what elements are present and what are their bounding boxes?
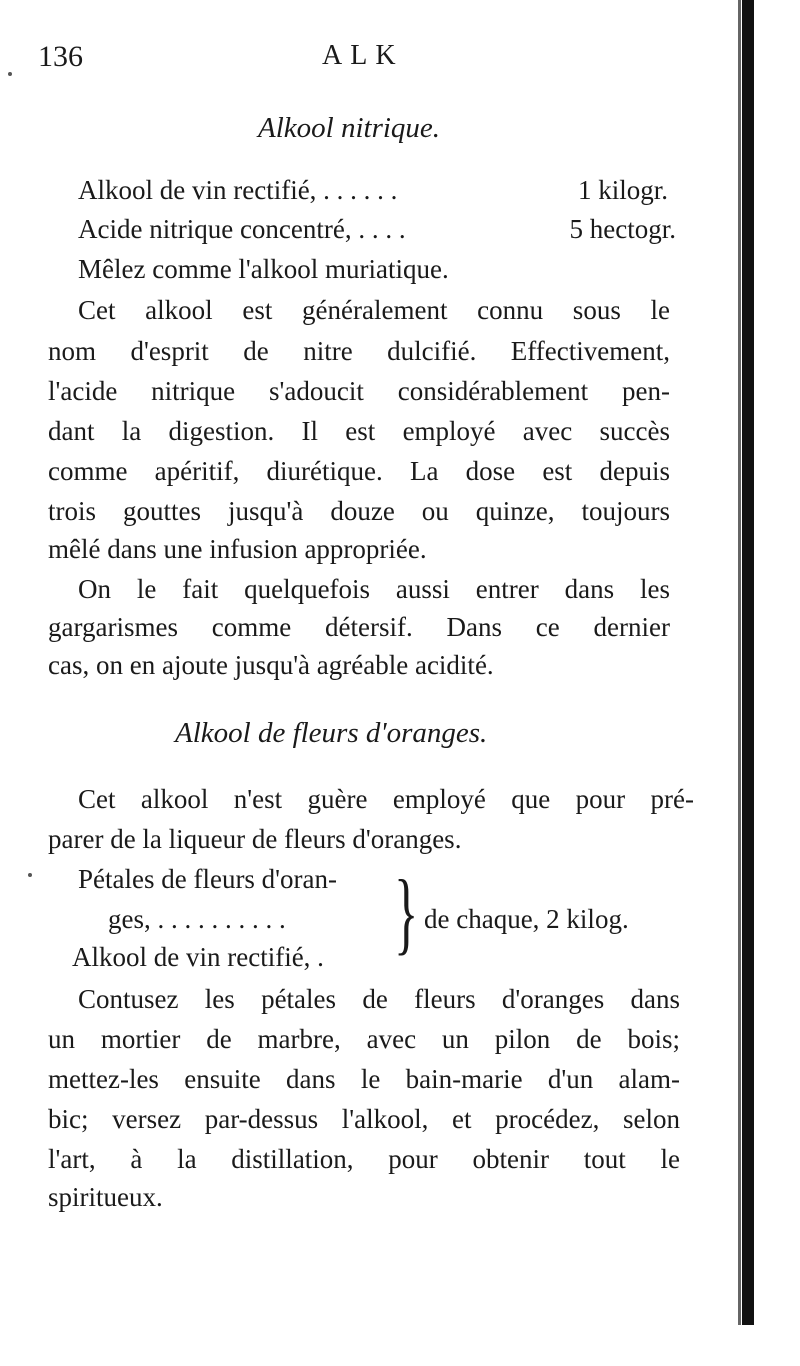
text-line: nom d'esprit de nitre dulcifié. Effectivement,: [48, 336, 670, 366]
text-line: un mortier de marbre, avec un pilon de bois;: [48, 1024, 680, 1054]
recipe-line: [78, 175, 668, 206]
recipe-ingredient: Alkool de vin rectifié, .: [72, 942, 324, 972]
section-title-alkool-fleurs-oranges: Alkool de fleurs d'oranges.: [175, 717, 488, 749]
text-line: cas, on en ajoute jusqu'à agréable acidité.: [48, 650, 494, 680]
section-title-alkool-nitrique: Alkool nitrique.: [258, 112, 441, 144]
ingredient-label: Acide nitrique concentré, . . . .: [78, 214, 406, 244]
text-line: l'acide nitrique s'adoucit considérablement pen-: [48, 376, 670, 406]
text-line: On le fait quelquefois aussi entrer dans les: [78, 574, 670, 604]
text-line: parer de la liqueur de fleurs d'oranges.: [48, 824, 462, 854]
text-line: bic; versez par-dessus l'alkool, et procédez, selon: [48, 1104, 680, 1134]
right-brace: }: [394, 861, 419, 963]
text-line: comme apéritif, diurétique. La dose est depuis: [48, 456, 670, 486]
text-line: mettez-les ensuite dans le bain-marie d'un alam-: [48, 1064, 680, 1094]
running-head: ALK: [322, 40, 404, 71]
ingredient-quantity: 1 kilogr.: [577, 175, 668, 205]
text-line: trois gouttes jusqu'à douze ou quinze, toujours: [48, 496, 670, 526]
text-line: dant la digestion. Il est employé avec succès: [48, 416, 670, 446]
text-line: Mêlez comme l'alkool muriatique.: [78, 254, 449, 284]
recipe-quantity: de chaque, 2 kilog.: [424, 904, 629, 934]
recipe-ingredient: Pétales de fleurs d'oran-: [78, 864, 338, 894]
text-line: l'art, à la distillation, pour obtenir tout le: [48, 1144, 680, 1174]
page-edge-shadow: [738, 0, 741, 1325]
text-line: Contusez les pétales de fleurs d'oranges dans: [78, 984, 680, 1014]
text-line: Cet alkool n'est guère employé que pour pré-: [78, 784, 694, 814]
text-line: gargarismes comme détersif. Dans ce dernier: [48, 612, 670, 642]
page-number: 136: [38, 40, 83, 73]
text-line: spiritueux.: [48, 1182, 163, 1212]
recipe-ingredient: ges, . . . . . . . . . .: [108, 904, 286, 934]
speck: [28, 873, 32, 877]
ingredient-label: Alkool de vin rectifié, . . . . . .: [78, 175, 398, 205]
text-line: mêlé dans une infusion appropriée.: [48, 534, 427, 564]
page-header: [0, 38, 740, 88]
ingredient-quantity: 5 hectogr.: [569, 214, 676, 244]
text-line: Cet alkool est généralement connu sous le: [78, 295, 670, 325]
recipe-line: [78, 214, 676, 245]
book-spine-edge: [742, 0, 754, 1325]
